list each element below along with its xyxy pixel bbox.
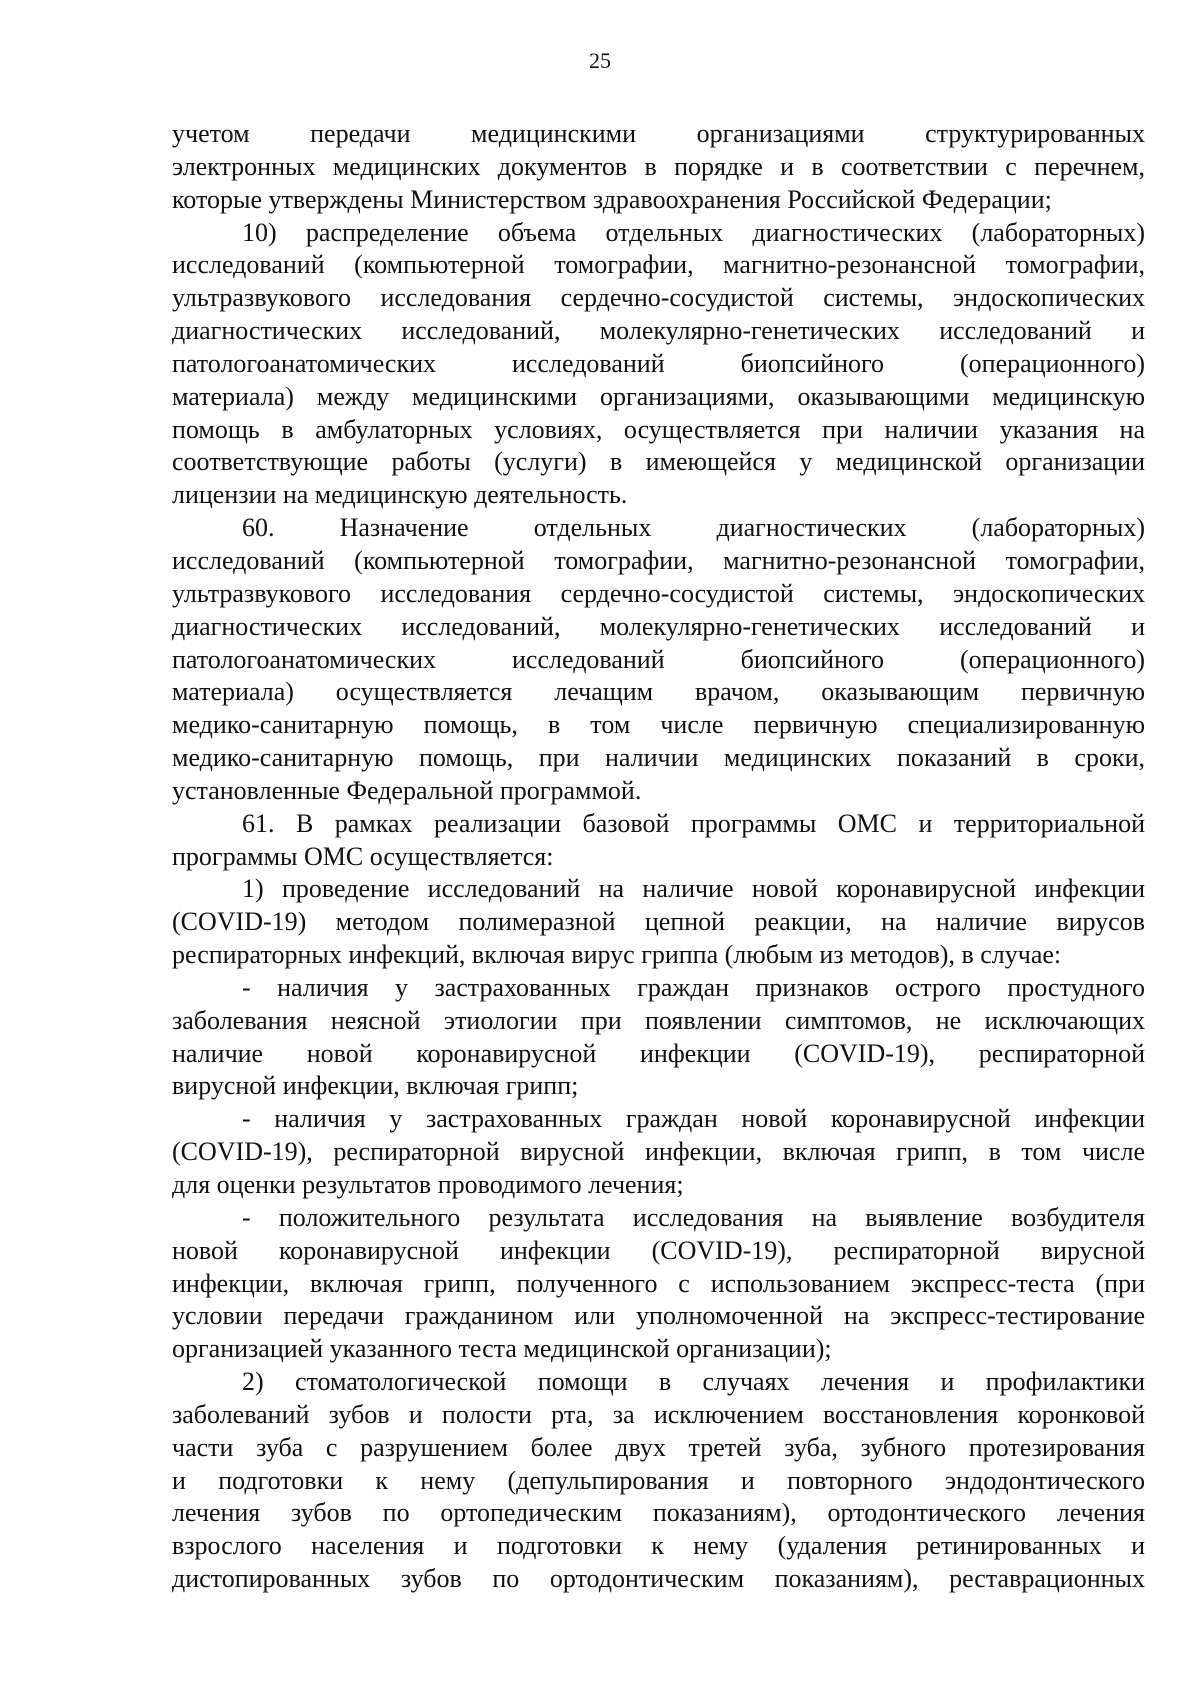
text-line: исследований (компьютерной томографии, магнитно-резонансной томографии, [172, 545, 1145, 575]
text-line: патологоанатомических исследований биопсийного (операционного) [172, 348, 1145, 378]
text-line: - наличия у застрахованных граждан признаков острого простудного [242, 972, 1145, 1002]
text-line: лечения зубов по ортопедическим показаниям), ортодонтического лечения [172, 1498, 1145, 1528]
text-line: дистопированных зубов по ортодонтическим показаниям), реставрационных [172, 1564, 1145, 1594]
text-line: диагностических исследований, молекулярно-генетических исследований и [172, 316, 1145, 346]
text-line: патологоанатомических исследований биопсийного (операционного) [172, 644, 1145, 674]
text-line: электронных медицинских документов в порядке и в соответствии с перечнем, [172, 151, 1145, 181]
text-line: медико-санитарную помощь, при наличии медицинских показаний в сроки, [172, 743, 1145, 773]
text-line: вирусной инфекции, включая грипп; [172, 1071, 579, 1101]
text-line: взрослого населения и подготовки к нему (удаления ретинированных и [172, 1531, 1145, 1561]
text-line: учетом передачи медицинскими организациями структурированных [172, 119, 1145, 148]
document-body [172, 118, 1145, 1596]
text-line: для оценки результатов проводимого лечения; [172, 1170, 684, 1199]
text-line: условии передачи гражданином или уполномоченной на экспресс-тестирование [172, 1301, 1145, 1331]
text-line: части зуба с разрушением более двух третей зуба, зубного протезирования [172, 1432, 1145, 1462]
text-line: которые утверждены Министерством здравоохранения Российской Федерации; [172, 184, 1052, 214]
text-line: - наличия у застрахованных граждан новой коронавирусной инфекции [242, 1104, 1145, 1134]
text-line: соответствующие работы (услуги) в имеющейся у медицинской организации [172, 447, 1145, 477]
text-line: и подготовки к нему (депульпирования и повторного эндодонтического [172, 1465, 1145, 1495]
text-line: программы ОМС осуществляется: [172, 841, 554, 871]
text-line: организацией указанного теста медицинской организации); [172, 1334, 832, 1364]
text-line: материала) осуществляется лечащим врачом, оказывающим первичную [172, 677, 1145, 707]
page-number: 25 [589, 48, 611, 73]
text-line: 2) стоматологической помощи в случаях лечения и профилактики [242, 1367, 1145, 1397]
text-line: 61. В рамках реализации базовой программы ОМС и территориальной [242, 808, 1145, 838]
text-line: заболевания неясной этиологии при появлении симптомов, не исключающих [172, 1005, 1145, 1035]
text-line: (COVID-19), респираторной вирусной инфекции, включая грипп, в том числе [172, 1137, 1145, 1167]
text-line: - положительного результата исследования на выявление возбудителя [242, 1202, 1145, 1232]
text-line: респираторных инфекций, включая вирус гриппа (любым из методов), в случае: [172, 940, 1062, 970]
text-line: заболеваний зубов и полости рта, за исключением восстановления коронковой [172, 1399, 1145, 1429]
text-line: лицензии на медицинскую деятельность. [172, 480, 628, 510]
text-line: материала) между медицинскими организациями, оказывающими медицинскую [172, 381, 1145, 411]
text-line: медико-санитарную помощь, в том числе первичную специализированную [172, 710, 1145, 740]
text-line: установленные Федеральной программой. [172, 775, 642, 805]
text-line: (COVID-19) методом полимеразной цепной реакции, на наличие вирусов [172, 907, 1145, 937]
text-line: исследований (компьютерной томографии, магнитно-резонансной томографии, [172, 250, 1145, 280]
text-line: ультразвукового исследования сердечно-сосудистой системы, эндоскопических [172, 283, 1145, 313]
text-line: помощь в амбулаторных условиях, осуществляется при наличии указания на [172, 414, 1145, 444]
text-line: наличие новой коронавирусной инфекции (COVID-19), респираторной [172, 1038, 1145, 1068]
text-line: 60. Назначение отдельных диагностических (лабораторных) [242, 513, 1145, 543]
text-line: инфекции, включая грипп, полученного с использованием экспресс-теста (при [172, 1268, 1145, 1298]
text-line: новой коронавирусной инфекции (COVID-19), респираторной вирусной [172, 1235, 1145, 1265]
text-line: 10) распределение объема отдельных диагностических (лабораторных) [242, 217, 1145, 247]
text-line: диагностических исследований, молекулярно-генетических исследований и [172, 611, 1145, 641]
text-line: ультразвукового исследования сердечно-сосудистой системы, эндоскопических [172, 578, 1145, 608]
text-line: 1) проведение исследований на наличие новой коронавирусной инфекции [242, 874, 1145, 904]
